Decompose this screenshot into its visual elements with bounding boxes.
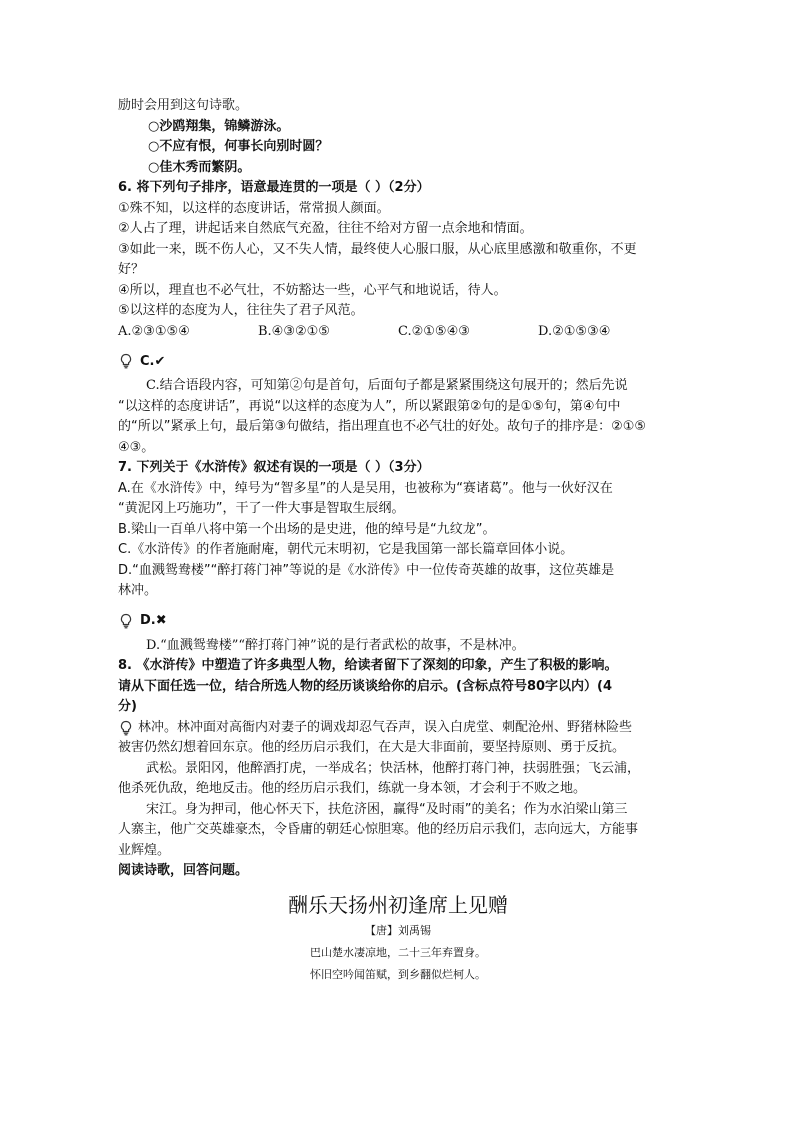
q8-answer-linchong-1: 林冲。林冲面对高衙内对妻子的调戏却忍气吞声，误入白虎堂、刺配沧州、野猪林险些 xyxy=(138,719,633,735)
q6-explanation-1: C.结合语段内容，可知第②句是首句，后面句子都是紧紧围绕这句展开的；然后先说 xyxy=(146,378,628,393)
q6-explanation-3: 的“所以”紧承上句，最后第③句做结，指出理直也不必气壮的好处。故句子的排序是：②①⑤ xyxy=(118,419,647,434)
q8-title-1: 8. 《水浒传》中塑造了许多典型人物，给读者留下了深刻的印象，产生了积极的影响。 xyxy=(118,658,618,673)
q7-explanation: D.“血溅鸳鸯楼”“醉打蒋门神”说的是行者武松的故事，不是林冲。 xyxy=(146,637,525,653)
intro-tail: 励时会用到这句诗歌。 xyxy=(118,98,249,113)
q6-option-c: C.②①⑤④③ xyxy=(398,323,470,339)
lightbulb-icon xyxy=(118,353,134,369)
q6-option-b: B.④③②①⑤ xyxy=(258,323,330,339)
q7-answer xyxy=(118,606,678,636)
poem-author: 【唐】刘禹锡 xyxy=(365,923,431,937)
lightbulb-icon xyxy=(118,613,134,629)
document-page xyxy=(118,96,678,986)
q6-answer xyxy=(118,346,678,376)
q7-answer-label: D.✖ xyxy=(140,613,167,628)
q7-item-b: B.梁山一百单八将中第一个出场的是史进，他的绰号是“九纹龙”。 xyxy=(118,521,496,537)
q8-title-3: 分) xyxy=(118,699,137,714)
q6-item-4: ④所以，理直也不必气壮，不妨豁达一些，心平气和地说话，待人。 xyxy=(118,282,507,298)
poem-line-2: 怀旧空吟闻笛赋，到乡翻似烂柯人。 xyxy=(310,967,486,981)
q5-option-3: ○佳木秀而繁阴。 xyxy=(148,159,251,175)
q5-option-1: ○沙鸥翔集，锦鳞游泳。 xyxy=(148,118,290,134)
q5-option-2: ○不应有恨，何事长向别时圆？ xyxy=(148,139,329,154)
q7-item-d: D.“血溅鸳鸯楼”“醉打蒋门神”等说的是《水浒传》中一位传奇英雄的故事，这位英雄是 xyxy=(118,562,615,578)
q8-answer-1 xyxy=(118,718,678,739)
q7-item-c: C.《水浒传》的作者施耐庵，朝代元末明初，它是我国第一部长篇章回体小说。 xyxy=(118,542,574,557)
q6-explanation-2: “以这样的态度讲话”，再说“以这样的态度为人”，所以紧跟第②句的是①⑤句，第④句中 xyxy=(118,398,621,414)
q6-options xyxy=(118,322,678,343)
q8-title-2: 请从下面任选一位，结合所选人物的经历谈谈给你的启示。(含标点符号80字以内）(4 xyxy=(118,678,613,694)
q6-item-3: ③如此一来，既不伤人心，又不失人情，最终使人心服口服，从心底里感激和敬重你，不更 xyxy=(118,241,637,257)
q8-answer-wusong-2: 他杀死仇敌，绝地反击。他的经历启示我们，练就一身本领，才会利于不败之地。 xyxy=(118,781,587,796)
poem-line-1: 巴山楚水凄凉地，二十三年弃置身。 xyxy=(310,945,486,959)
q6-answer-label: C.✔ xyxy=(140,353,166,369)
q6-option-d: D.②①⑤③④ xyxy=(538,323,611,339)
q6-item-5: ⑤以这样的态度为人，往往失了君子风范。 xyxy=(118,303,364,318)
q8-answer-linchong-2: 被害仍然幻想着回东京。他的经历启示我们，在大是大非面前，要坚持原则、勇于反抗。 xyxy=(118,740,626,755)
q7-item-d-cont: 林冲。 xyxy=(118,583,158,598)
q6-explanation-4: ④③。 xyxy=(118,439,155,455)
q8-answer-songjiang-1: 宋江。身为押司，他心怀天下，扶危济困，赢得“及时雨”的美名；作为水泊梁山第三 xyxy=(146,801,628,817)
lightbulb-icon xyxy=(118,720,134,736)
q8-answer-songjiang-2: 人寨主，他广交英雄豪杰，令昏庸的朝廷心惊胆寒。他的经历启示我们，志向远大，方能事 xyxy=(118,822,639,837)
q7-title: 7. 下列关于《水浒传》叙述有误的一项是（ ）（3分） xyxy=(118,460,430,475)
q7-item-a: A.在《水浒传》中，绰号为“智多星”的人是吴用，也被称为“赛诸葛”。他与一伙好汉在 xyxy=(118,480,613,496)
poem-prompt: 阅读诗歌，回答问题。 xyxy=(118,863,249,878)
q7-item-a-cont: “黄泥冈上巧施功”，干了一件大事是智取生辰纲。 xyxy=(118,501,405,516)
q8-answer-songjiang-3: 业辉煌。 xyxy=(118,842,171,858)
q6-item-2: ②人占了理，讲起话来自然底气充盈，往往不给对方留一点余地和情面。 xyxy=(118,221,533,236)
q8-answer-wusong-1: 武松。景阳冈，他醉酒打虎，一举成名；快活林，他醉打蒋门神，扶弱胜强；飞云浦， xyxy=(146,760,641,776)
q6-option-a: A.②③①⑤④ xyxy=(118,323,190,339)
poem-title: 酬乐天扬州初逢席上见赠 xyxy=(288,892,508,917)
q6-item-3-cont: 好？ xyxy=(118,262,145,277)
q6-item-1: ①殊不知，以这样的态度讲话，常常损人颜面。 xyxy=(118,200,390,216)
q6-title: 6. 将下列句子排序，语意最连贯的一项是（ ）（2分） xyxy=(118,180,430,195)
